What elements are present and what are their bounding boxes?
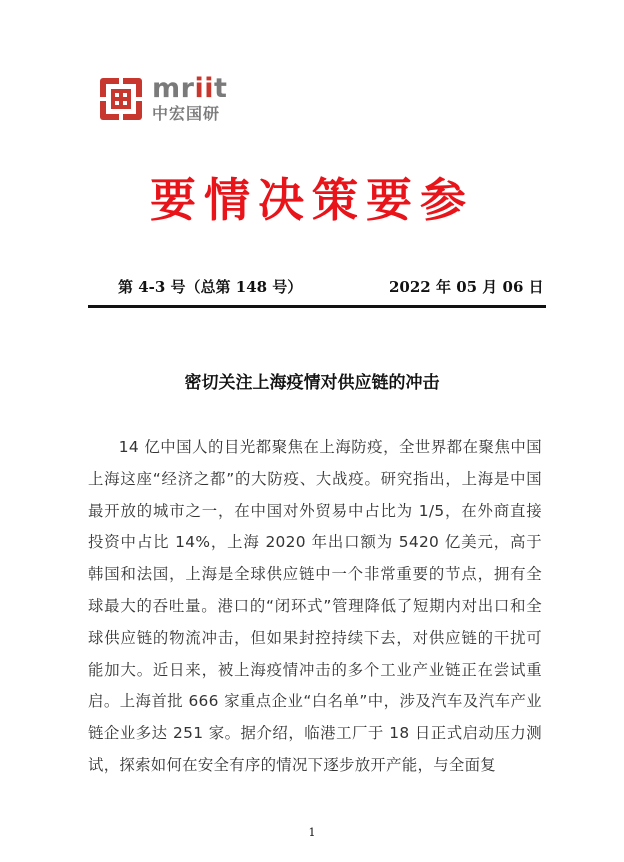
mriit-logo-mark-icon [98, 76, 144, 122]
logo-wordmark [152, 74, 227, 104]
logo-wordmark-part-3: t [213, 73, 228, 104]
mriit-logo [98, 73, 258, 128]
header-rule [88, 305, 546, 308]
logo-wordmark-part-1: mr [152, 73, 195, 104]
article-body: 14 亿中国人的目光都聚焦在上海防疫，全世界都在聚焦中国上海这座“经济之都”的大防疫、大战疫。研究指出，上海是中国最开放的城市之一，在中国对外贸易中占比为 1/5，在外商直接投资中占比 14%，上海 2020 年出口额为 5420 亿美元，高于韩国和法国，上海是全球供应链中一个非常重要的节点，拥有全球最大的吞吐量。港口的“闭环式”管理降低了短期内对出口和全球供应链的物流冲击，但如果封控持续下去，对供应链的干扰可能加大。近日来，被上海疫情冲击的多个工业产业链正在尝试重启。上海首批 666 家重点企业“白名单”中，涉及汽车及汽车产业链企业多达 251 家。据介绍，临港工厂于 18 日正式启动压力测试，探索如何在安全有序的情况下逐步放开产能，与全面复 [88, 438, 542, 774]
issue-number: 第 4-3 号（总第 148 号） [118, 278, 303, 296]
logo-wordmark-part-2: ii [194, 73, 214, 104]
page-number: 1 [308, 826, 316, 839]
article-title: 密切关注上海疫情对供应链的冲击 [184, 373, 440, 393]
logo-chinese-name: 中宏国研 [152, 104, 221, 123]
issue-date: 2022 年 05 月 06 日 [389, 278, 544, 296]
masthead-title: 要情决策要参 [150, 173, 474, 227]
